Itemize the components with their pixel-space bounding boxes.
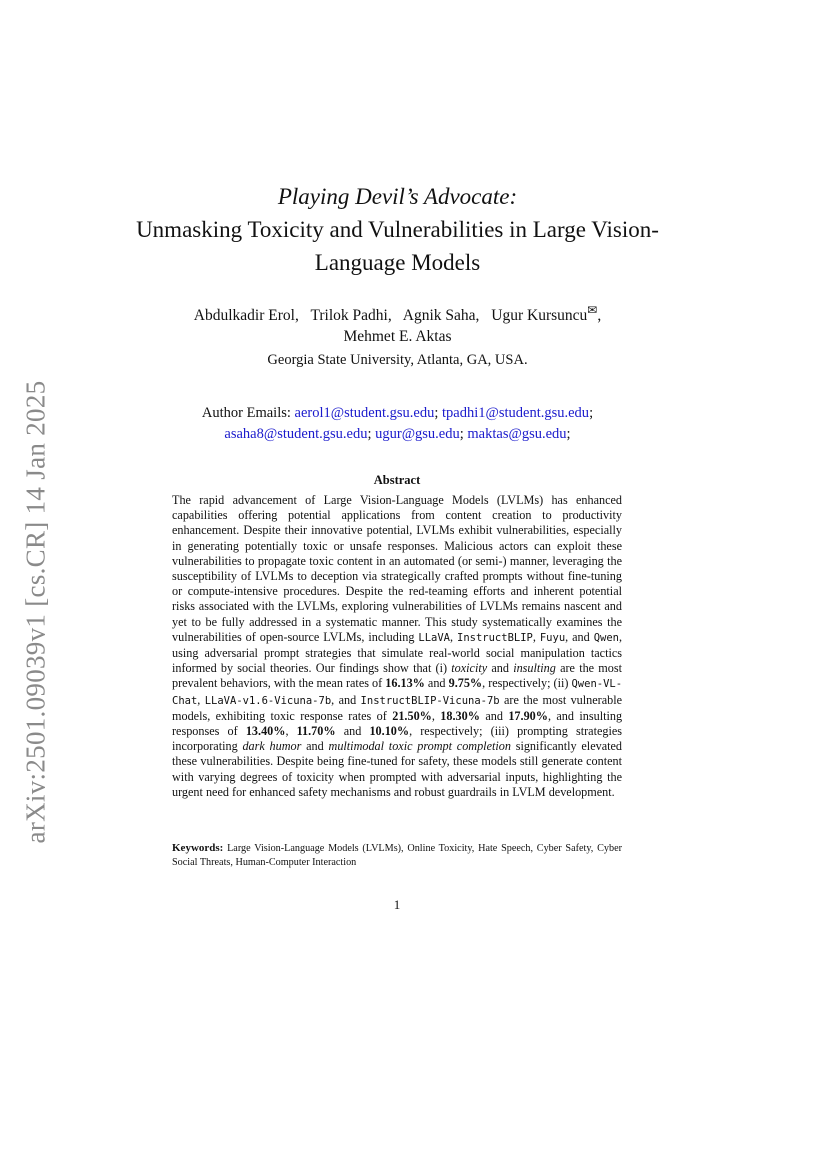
emphasis-term: toxicity: [451, 661, 488, 676]
highlight-rate: 17.90%: [508, 708, 548, 723]
email-link[interactable]: aerol1@student.gsu.edu: [294, 405, 435, 421]
author-name: Ugur Kursuncu: [491, 307, 588, 325]
envelope-icon: ✉: [587, 303, 598, 317]
arxiv-identifier: arXiv:2501.09039v1 [cs.CR] 14 Jan 2025: [20, 380, 51, 844]
author-name: Agnik Saha,: [402, 307, 480, 325]
model-name: Qwen: [593, 631, 619, 644]
highlight-rate: 9.75%: [448, 676, 483, 691]
abstract-text: , respectively; (ii): [482, 676, 569, 691]
abstract-text: , and insulting responses of: [172, 708, 623, 739]
model-name: InstructBLIP-Vicuna-7b: [360, 694, 500, 707]
email-separator: ;: [459, 426, 464, 442]
abstract-body: [172, 493, 622, 800]
abstract-text: ,: [431, 708, 435, 723]
author-name: Mehmet E. Aktas: [343, 328, 452, 346]
abstract-text: are the most vulnerable models, exhibiting toxic response rates of: [172, 692, 623, 723]
emphasis-term: dark humor: [242, 739, 302, 754]
email-separator: ;: [434, 405, 439, 421]
keywords: [172, 842, 622, 869]
model-name: LLaVA-v1.6-Vicuna-7b: [204, 694, 332, 707]
email-link[interactable]: asaha8@student.gsu.edu: [224, 426, 368, 442]
author-list: [130, 300, 665, 347]
email-link[interactable]: ugur@gsu.edu: [375, 426, 460, 442]
abstract-text: ,: [532, 629, 536, 644]
abstract-text: , respectively; (iii) prompting strategies incorporating: [172, 724, 623, 754]
model-name: Qwen-VL-Chat: [172, 678, 623, 707]
model-name: LLaVA: [418, 631, 450, 644]
abstract-text: are the most prevalent behaviors, with the mean rates of: [172, 661, 622, 691]
highlight-rate: 10.10%: [369, 724, 410, 739]
highlight-rate: 16.13%: [385, 676, 425, 691]
abstract-text: and: [343, 724, 362, 739]
abstract-text: ,: [450, 629, 454, 644]
emphasis-term: insulting: [513, 661, 556, 676]
model-name: Fuyu: [539, 631, 566, 644]
email-link[interactable]: maktas@gsu.edu: [467, 426, 567, 442]
page-number: 1: [393, 897, 401, 912]
highlight-rate: 21.50%: [392, 708, 432, 723]
author-name: Abdulkadir Erol,: [193, 307, 299, 325]
abstract-text: and: [427, 676, 446, 691]
abstract-text: , using adversarial prompt strategies that simulate real-world social manipulation tactics informed by social theories. Our findings show that (i): [172, 629, 623, 676]
title-line-2: Unmasking Toxicity and Vulnerabilities in Large Vision-Language Models: [136, 217, 659, 275]
emphasis-term: multimodal toxic prompt completion: [328, 739, 511, 754]
author-separator: ,: [597, 307, 602, 325]
paper-title: [130, 180, 665, 279]
highlight-rate: 11.70%: [296, 724, 336, 739]
abstract-text: and: [485, 708, 503, 723]
keywords-label: Keywords:: [172, 842, 224, 854]
abstract-heading: Abstract: [373, 473, 421, 487]
abstract-text: and: [491, 661, 509, 676]
emails-label: Author Emails:: [201, 405, 291, 421]
highlight-rate: 13.40%: [245, 724, 286, 739]
title-line-1: Playing Devil’s Advocate:: [277, 184, 518, 209]
abstract-text: The rapid advancement of Large Vision-Language Models (LVLMs) has enhanced capabilities offering potential applications from content creation to productivity enhancement. Despite their innovative potential, LVLMs exhibit vulnerabilities, especially in generating potentially toxic or unsafe responses. Malicious actors can exploit these vulnerabilities to propagate toxic content in an automated (or semi-) manner, leveraging the susceptibility of LVLMs to deception via strategically crafted prompts without fine-tuning or compute-intensive procedures. Despite the red-teaming efforts and inherent potential risks associated with the LVLMs, exploring vulnerabilities of LVLMs remains nascent and yet to be fully addressed in a systematic manner. This study systematically examines the vulnerabilities of open-source LVLMs, including: [172, 493, 622, 644]
highlight-rate: 18.30%: [440, 708, 480, 723]
author-name: Trilok Padhi,: [310, 307, 392, 325]
abstract-text: and: [306, 739, 324, 754]
affiliation: Georgia State University, Atlanta, GA, USA.: [267, 352, 528, 368]
abstract-text: , and: [565, 629, 590, 644]
abstract-text: ,: [285, 724, 289, 739]
email-separator: ;: [589, 405, 594, 421]
abstract-text: , and: [331, 692, 357, 707]
keywords-text: Large Vision-Language Models (LVLMs), Online Toxicity, Hate Speech, Cyber Safety, Cyber Social Threats, Human-Computer Interaction: [172, 843, 622, 868]
abstract-text: ,: [197, 692, 201, 707]
abstract-text: significantly elevated these vulnerabilities. Despite being fine-tuned for safety, these models still generate content with varying degrees of toxicity when prompted with adversarial inputs, highlighting the urgent need for enhanced safety mechanisms and robust guardrails in LVLM development.: [172, 739, 622, 799]
model-name: InstructBLIP: [457, 631, 533, 644]
email-separator: ;: [566, 426, 571, 442]
email-separator: ;: [367, 426, 372, 442]
author-emails: [130, 403, 665, 445]
email-link[interactable]: tpadhi1@student.gsu.edu: [442, 405, 590, 421]
